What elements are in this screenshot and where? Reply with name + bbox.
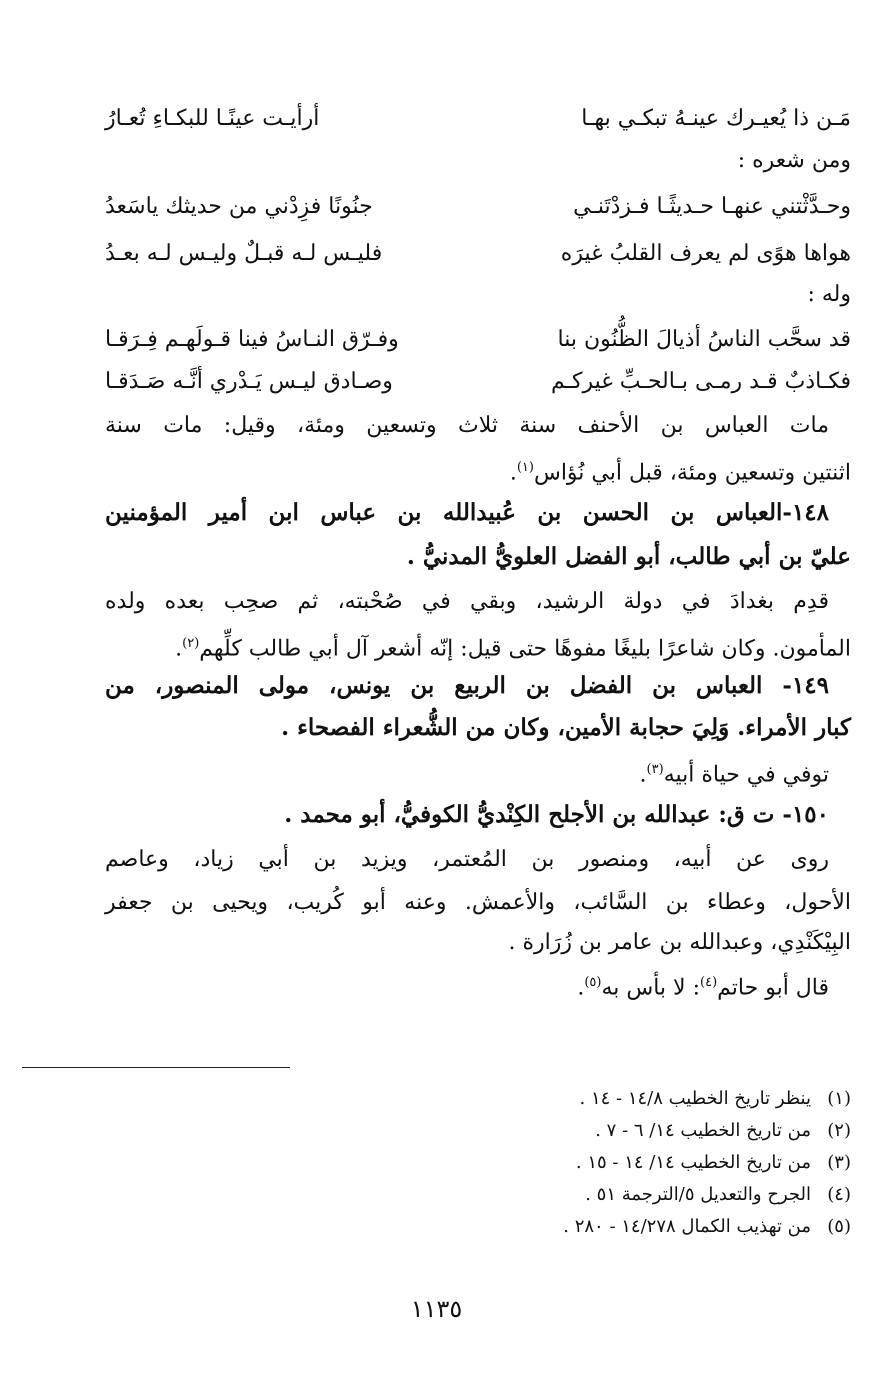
prose-line: قال أبو حاتم$^{(٤)}$: لا بأس به$^{(٥)}$. bbox=[577, 975, 829, 1001]
verse-hemistich: وصـادق ليـس يَـدْري أنَّـه صَـدَقـا bbox=[105, 369, 393, 394]
prose-line: مات العباس بن الأحنف سنة ثلاث وتسعين ومئة، وقيل: مات سنة bbox=[105, 413, 829, 438]
footnote: (٤)الجرح والتعديل ٥/الترجمة ٥١ . bbox=[585, 1184, 851, 1205]
footnote: (٥)من تهذيب الكمال ١٤/٢٧٨ - ٢٨٠ . bbox=[563, 1216, 851, 1237]
footnote: (٢)من تاريخ الخطيب ١٤/ ٦ - ٧ . bbox=[595, 1120, 851, 1141]
verse-hemistich: وحـدَّثْتني عنهـا حـديثًـا فـزدْتَنـي bbox=[573, 194, 851, 219]
entry-heading: كبار الأمراء. وَلِيَ حجابة الأمين، وكان من الشُّعراء الفصحاء . bbox=[281, 714, 851, 741]
prose-line: المأمون. وكان شاعرًا بليغًا مفوهًا حتى قيل: إنّه أشعر آل أبي طالب كلِّهم$^{(٢)}$. bbox=[175, 636, 851, 662]
verse-hemistich: جنُونًا فزِدْني من حديثك ياسَعدُ bbox=[105, 194, 373, 219]
prose-line: اثنتين وتسعين ومئة، قبل أبي نُؤاس$^{(١)}$. bbox=[509, 460, 851, 486]
footnote: (١)ينظر تاريخ الخطيب ١٤/٨ - ١٤ . bbox=[579, 1088, 851, 1109]
verse-hemistich: فكـاذبٌ قـد رمـى بـالحـبِّ غيركـم bbox=[550, 369, 851, 394]
prose-line: روى عن أبيه، ومنصور بن المُعتمر، ويزيد بن أبي زياد، وعاصم bbox=[105, 847, 829, 872]
prose-line: قدِم بغدادَ في دولة الرشيد، وبقي في صُحْبته، ثم صحِب بعده ولده bbox=[105, 589, 829, 614]
verse-hemistich: قد سحَّب الناسُ أذيالَ الظُّنُون بنا bbox=[557, 327, 851, 352]
prose-line: توفي في حياة أبيه$^{(٣)}$. bbox=[639, 762, 829, 788]
footnote-ref: (٤) bbox=[700, 975, 718, 990]
footnote-ref: (٣) bbox=[646, 762, 664, 777]
footnote: (٣)من تاريخ الخطيب ١٤/ ١٤ - ١٥ . bbox=[575, 1152, 851, 1173]
verse-hemistich: مَـن ذا يُعيـرك عينـهُ تبكـي بهـا bbox=[581, 106, 851, 131]
entry-heading: ١٤٨-العباس بن الحسن بن عُبيدالله بن عباس ابن أمير المؤمنين bbox=[105, 499, 829, 526]
prose-line: البِيْكَنْدِي، وعبدالله بن عامر بن زُرَارة . bbox=[508, 930, 851, 955]
entry-heading: ١٥٠- ت ق: عبدالله بن الأجلح الكِنْديُّ الكوفيُّ، أبو محمد . bbox=[284, 801, 829, 828]
page-number: ١١٣٥ bbox=[410, 1295, 463, 1323]
verse-hemistich: فليـس لـه قبـلٌ وليـس لـه بعـدُ bbox=[105, 241, 383, 266]
verse-hemistich: أرأيـت عينًـا للبكـاءِ تُعـارُ bbox=[105, 106, 320, 131]
footnote-ref: (٥) bbox=[584, 975, 602, 990]
footnote-ref: (٢) bbox=[182, 636, 200, 651]
prose-line: الأحول، وعطاء بن السَّائب، والأعمش. وعنه أبو كُريب، ويحيى بن جعفر bbox=[105, 890, 851, 915]
verse-hemistich: وفـرّق النـاسُ فينا قـولَهـم فِـرَقـا bbox=[105, 327, 399, 352]
footnote-ref: (١) bbox=[516, 460, 534, 475]
entry-heading: عليّ بن أبي طالب، أبو الفضل العلويُّ المدنيُّ . bbox=[406, 543, 851, 570]
prose-line: وله : bbox=[807, 282, 851, 307]
prose-line: ومن شعره : bbox=[737, 148, 851, 173]
verse-hemistich: هواها هوًى لم يعرف القلبُ غيرَه bbox=[560, 241, 851, 266]
entry-heading: ١٤٩- العباس بن الفضل بن الربيع بن يونس، مولى المنصور، من bbox=[105, 672, 829, 699]
footnote-separator bbox=[22, 1067, 290, 1068]
